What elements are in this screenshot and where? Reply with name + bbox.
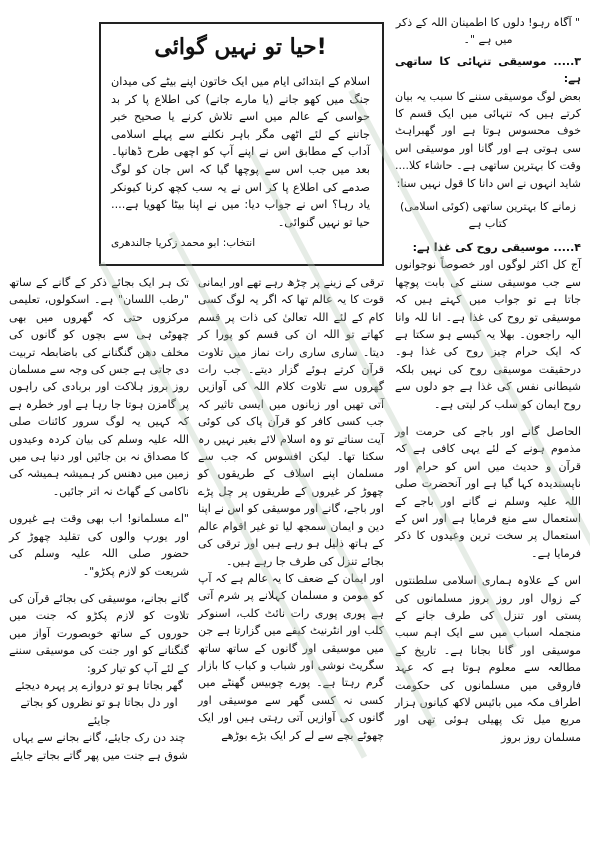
right-para-3: الحاصل گانے اور باجے کی حرمت اور مذموم ہونے کے لئے یہی کافی ہے کہ قرآن و حدیث میں اس کو حرام اور ناپسندیدہ کہا گیا ہے اور آنحضرت صلی اللہ علیہ وسلم نے گانے اور باجے کے استعمال سے منع فرمایا ہے اور اس کے استعمال پر سخت ترین وعیدوں کا ذکر فرمایا ہے۔	[395, 424, 581, 560]
poem-line-1: گھر بجاتا ہو تو دروازے پر پہرہ دیجئے	[15, 678, 183, 692]
middle-para-2: اور ایمان کے ضعف کا یہ عالم ہے کہ آپ کو مومن و مسلمان کہلانے پر شرم آتی ہے پوری پوری رات نائٹ کلب، اسنوکر کلب اور انٹرنیٹ کیفے میں گزارتا ہے جن میں موسیقی اور گانوں کے ساتھ ساتھ سگریٹ نوشی اور شباب و کباب کا بازار گرم رہتا ہے۔ پورے چوبیس گھنٹے میں کسی نہ کسی گھر سے موسیقی اور گانوں کی آوازیں آتی رہتی ہیں اور ایک چھوٹے بچے سے لے کر ایک بڑے بوڑھے	[198, 571, 384, 742]
poem-line-4: شوق ہے جنت میں پھر گاتے بجاتے جایئے	[10, 748, 188, 762]
right-column	[395, 14, 581, 746]
left-para-3: گانے بجانے، موسیقی کی بجائے قرآن کی تلاوت کو لازم پکڑو کہ جنت میں حوروں کے ساتھ خوبصورت آواز میں گنگنانے کو اور جنت کی موسیقی سننے کے لئے آپ کو تیار کرو:	[9, 591, 189, 675]
poem-line-3: چند دن رک جایئے، گانے بجانے سے یہاں	[12, 731, 186, 745]
heading-soul-food: ۴..... موسیقی روح کی غذا ہے:	[412, 240, 581, 254]
right-quote-verse: " آگاہ رہو! دلوں کا اطمینان اللہ کے ذکر میں ہے "۔	[395, 16, 581, 47]
left-para-2: "اے مسلمانو! اب بھی وقت ہے غیروں اور یورپ والوں کی تقلید چھوڑ کر حضور صلی اللہ علیہ وسلم کی شریعت کو لازم پکڑو"۔	[9, 512, 189, 578]
right-para-2: آج کل اکثر لوگوں اور خصوصاً نوجوانوں سے جب موسیقی سننے کی بابت پوچھا جاتا ہے تو جواب میں کہتے ہیں کہ موسیقی تو روح کی غذا ہے۔ انا للہ وانا الیہ راجعون۔ بھلا یہ کیسے ہو سکتا ہے کہ ایک حرام چیز روح کی غذا ہو۔ درحقیقت موسیقی روح کی نہیں بلکہ شیطانی نفس کی غذا ہے جو دلوں سے روح ایمان کو سلب کر لیتی ہے۔	[395, 258, 581, 411]
box-title-mark: !	[316, 35, 327, 60]
box-body: اسلام کے ابتدائی ایام میں ایک خاتون اپنے بیٹے کی میدان جنگ میں کھو جانے (یا مارے جانے) کی اطلاع پا کر بد حواسی کے عالم میں اسے تلاش کرنے یا صحیح خبر جاننے کے لئے اٹھی مگر باہر نکلنے سے پہلے اسلامی آداب کے مطابق اس نے اپنے آپ کو اچھی طرح ڈھانپا۔ بعد میں جب اس سے پوچھا گیا کہ اس جان کو لوگ صدمے کی اطلاع پا کر اس نے یہ سب کچھ کرنا کیونکر یاد رہا؟ اس نے جواب دیا: میں نے اپنا بیٹا کھویا ہے.... حیا تو نہیں گنوائی۔	[111, 75, 370, 229]
right-para-1: بعض لوگ موسیقی سننے کا سبب یہ بیان کرتے ہیں کہ تنہائی میں ایک قسم کا خوف محسوس ہوتا ہے اور گھبراہٹ سی ہوتی ہے اور گانا اور موسیقی اس وقت کا بہترین ساتھی ہے۔ حاشاء کلا.... شاید انہوں نے اس دانا کا قول نہیں سنا:	[395, 89, 581, 190]
boxed-article	[99, 22, 384, 266]
left-para-1: تک ہر ایک بجائے ذکر کے گانے کے ساتھ "رطب اللسان" ہے۔ اسکولوں، تعلیمی مرکزوں حتی کہ گھروں میں بھی چھوٹی ہی سے بچوں کو گانوں کی مخلف دھن گنگنانے کی باضابطہ تربیت دی جاتی ہے جس کی وجہ سے مسلمان روز بروز ہلاکت اور بربادی کی راہوں پر گامزن ہوتا جا رہا ہے اور خطرہ ہے کہ کہیں یہ لوگ سرور کائنات صلی اللہ علیہ وسلم کی بیان کردہ وعیدوں کا مصداق نہ بن جائیں اور دنیا ہی میں زمین میں دھنس کر ہمیشہ ہمیشہ کی ناکامی کے گھاٹ نہ اتر جائیں۔	[9, 276, 189, 498]
left-column	[9, 274, 189, 764]
right-quote-book: زمانے کا بہترین ساتھی (کوئی اسلامی) کتاب ہے	[400, 200, 576, 231]
box-title	[111, 32, 370, 63]
box-credit: انتخاب: ابو محمد زکریا جالندھری	[111, 237, 256, 250]
middle-column	[198, 274, 384, 744]
right-para-4: اس کے علاوہ ہماری اسلامی سلطنتوں کے زوال اور روز بروز مسلمانوں کی پستی اور تنزل کی طرف جانے کے منجملہ اسباب میں سے ایک اہم سبب موسیقی اور گانا بجانا ہے۔ تاریخ کے مطالعہ سے معلوم ہوتا ہے کہ عہد فاروقی میں مسلمانوں کی حکومت اطراف مکہ میں بائیس لاکھ کیانوں ہزار مربع میل تک پھیلی ہوئی تھی اور مسلمان روز بروز	[395, 574, 581, 744]
box-title-text: حیا تو نہیں گوائی	[154, 34, 317, 60]
middle-para-1: ترقی کے زینے پر چڑھ رہے تھے اور ایمانی قوت کا یہ عالم تھا کہ اگر یہ لوگ کسی کام کے لئے اللہ تعالیٰ کی ذات پر قسم کھاتے تو اللہ ان کی قسم کو پورا کر دیتا۔ ساری ساری رات نماز میں تلاوت قرآن کرتے ہوئے گزار دیتے۔ جب رات گھروں سے تلاوت کلام اللہ کی آوازیں آتی تھیں اور زبانوں میں ایسی تاثیر کہ جب کسی کافر کو قرآن پاک کی کوئی آیت سناتے تو وہ اسلام لائے بغیر نہیں رہ سکتا تھا۔ لیکن افسوس کہ جب سے مسلمان اپنے اسلاف کے طریقوں کو چھوڑ کر غیروں کے طریقوں پر چل پڑے اور باجے، گانے اور موسیقی کو اس نے اپنا دین و ایمان سمجھ لیا تو غیر اقوام عالم کے ہاتھ ذلیل ہو رہے ہیں اور ترقی کی بجائے تنزل کی طرف جا رہے ہیں۔	[198, 276, 384, 568]
poem-line-2: اور دل بجاتا ہو تو نظروں کو بجاتے جایئے	[20, 696, 178, 727]
heading-loneliness: ۳..... موسیقی تنہائی کا ساتھی ہے:	[395, 54, 581, 86]
